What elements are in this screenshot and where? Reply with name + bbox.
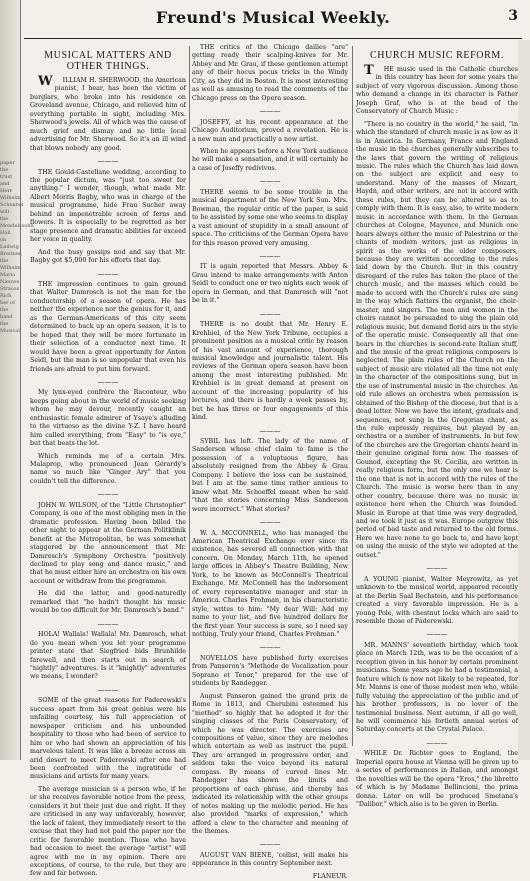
- right-page-edge: [518, 40, 530, 760]
- paragraph: THE music used in the Catholic churches in this country has been for some years the subject of very vigorous discussion. Among those who demand a change in its character is Father Joseph Graf, who is at the head of the Conservatory of Church Music :: [356, 63, 518, 116]
- paragraph: HOLA! Wallala! Wallala! Mr. Damrosch, what do you mean when you let your programme printer state that Siegfried bids Brunhilde farewell, and then starts out in search of "nightly" adventures. Is it "knightly" adventures we means, I wonder?: [30, 631, 186, 681]
- paragraph: JOSEFFY, at his recent appearance at the Chicago Auditorium, proved a revelation. He is a new man and practically a new artist.: [192, 118, 348, 143]
- paragraph: THE critics of the Chicago dailies "are" getting ready their scalping-knives for Mr. Abbey and Mr. Grau, if these gentlemen attempt any of their hocus pocus tricks in the Windy City, as they did in Boston. It is most interesting as well as amusing to read the comments of the Chicago press on the Opera season.: [192, 44, 348, 102]
- column-rule: [189, 46, 190, 746]
- paragraph: THERE is no doubt that Mr. Henry E. Krehbiel, of the New York Tribune, occupies a prominent position as a musical critic by reason of his vast amount of experience, thorough musical knowledge and journalistic talent. His reviews of the German opera season have been among the most interesting published. Mr. Krehbiel is in great demand at present on account of the increasing popularity of his lectures, and there is hardly a week passes by, but he has three or four engagements of this kind.: [192, 321, 348, 422]
- paragraph: A YOUNG pianist, Walter Meyrowitz, as yet unknown to the musical world, appeared recently at the Berlin Saal Bechstein, and his performance created a very favorable impression. He is a young Pole, with chestnut locks which are said to resemble those of Paderewski.: [356, 575, 518, 625]
- paragraph: WILLIAM H. SHERWOOD, the American pianist, I hear, has been the victim of burglars, who broke into his residence on Groveland avenue, Chicago, and relieved him of everything portable in sight, including Mrs. Sherwood's jewels. All of which was the cause of much grief and dismay and no little local advertising for Mr. Sherwood. So it's an ill wind that blows nobody any good.: [30, 74, 186, 152]
- left-page-edge: [0, 0, 34, 760]
- publication-title: Freund's Musical Weekly.: [155, 8, 391, 27]
- paragraph: THE Gould-Castellane wedding, according to the popular dictum, was "just too sweet for anything." I wonder, though, what made Mr. Albert Morris Bagby, who was in charge of the musical programme, hide Frau Sucher away behind an impenetrable screen of ferns and flowers. It is especially to be regretted as her stage presence and dramatic abilities far exceed her voice in quality.: [30, 168, 186, 244]
- paragraph: SYBIL has left. The lady of the name of Sanderson whose chief claim to fame is the possession of a voluptuous figure, has absolutely resigned from the Abbey & Grau Company. I believe the loss can be sustained, but I am at the same time rather anxious to know what Mr. Schoeffel meant when he said "that the stories concerning Miss Sanderson were incorrect." What stories?: [192, 438, 348, 513]
- separator: ———: [259, 840, 281, 849]
- masthead: [24, 4, 522, 39]
- separator: ———: [97, 619, 119, 628]
- paragraph: THERE seems to be some trouble in the musical department of the New York Sun. Mrs. Bowman, the regular critic of the paper, is said to be assisted by some one who seems to display a vast amount of stupidity in a small amount of space. The criticisms of the German Opera have for this reason proved very amusing.: [192, 188, 348, 247]
- column-heading: CHURCH MUSIC REFORM.: [370, 50, 504, 61]
- paragraph: "There is no country in the world," he said, "in which the standard of church music is as low as it is in America. In Germany, France and England the music in the churches generally subscribes to the laws that govern the writing of religious music. The rules which the Church has laid down on the subject are explicit and easy to understand. Many of the masses of Mozart, Haydn, and other writers, are not in accord with these rules, but they can be altered so as to comply with them. It is easy, also, to write modern music in accordance with them. In the German churches at Cologne, Mayence, and Munich one hears always either the music of Palestrina or the chants of modern writers, just as religious in spirit as the works of the older composers, because they are written according to the rules laid down by the Church. But in this country disregard of the rules has taken the place of the church music, and the masses which could be made to accord with the Church's rules are sung in the way which flatters the organist, the choir-master, and singers. The men and women in the choirs cannot be persuaded to sing the plain old religious music, but demand florid airs in the style of the operatic music. Consequently all that one hears in the churches is second-rate Italian stuff, and the music of the great religious composers is neglected. The plain rules of the Church on the subject of music are violated all the time not only in the character of the compositions sung, but in the use of instrumental music in the churches. An old rule allows an orchestra when permission is obtained of the Bishop of the diocese, but that is a dead letter. Now we have the intent, graduals and sequences, not sung in the Gregorian chant, as the rule expressly requires, but played by an orchestra or a number of instruments. In but few of the churches are the Gregorian chants heard in their genuine original form now. The masses of Gounod, excepting the St. Cecilia, are written in really religious form, but the only one we hear is the one that is not in accord with the rules of the Church. The music is worse here than in any other country, because there was no music in existence here when the Church was founded. Music in Europe at that time was very degraded, and we took it just as it was. Europe outgrew this period of bad taste and returned to the old forms. Here we have none to go back to, and have kept on using the music of the style we adopted at the outset.": [356, 120, 518, 559]
- paragraph: MR. MANNS' seventieth birthday, which took place on March 12th, was to be the occasion of a reception given in his honor by certain prominent musicians. Some years ago he had a testimonial, a feature which is now not likely to be repeated, for Mr. Manns is one of those modest men who, while fully valuing the appreciation of the public and of his brother professors, is no lover of the testimonial business. Next autumn, if all go well, he will commence his fortieth annual series of Saturday concerts at the Crystal Palace.: [356, 641, 518, 734]
- paragraph: And the busy gossips nod and say that Mr. Bagby got $5,000 for his efforts that day.: [30, 248, 186, 265]
- paragraph: IT is again reported that Messrs. Abbey & Grau intend to make arrangements with Anton Seidl to conduct one or two nights each week of opera in German, and that Damrosch will "not be in it.": [192, 263, 348, 305]
- separator: ———: [259, 518, 281, 527]
- paragraph: He did the latter, and good-naturedly remarked that "he hadn't thought his music would be too difficult for Mr. Damrosch's band.": [30, 590, 186, 615]
- separator: ———: [97, 157, 119, 166]
- separator: ———: [426, 564, 448, 573]
- column-2: [192, 44, 348, 880]
- separator: ———: [259, 426, 281, 435]
- signature: FLANEUR.: [312, 872, 348, 880]
- separator: ———: [426, 738, 448, 747]
- separator: ———: [259, 643, 281, 652]
- column-rule: [352, 46, 353, 746]
- separator: ———: [97, 490, 119, 499]
- column-heading: MUSICAL MATTERS AND OTHER THINGS.: [44, 50, 172, 72]
- column-3: [356, 44, 518, 809]
- paragraph: The average musician is a person who, if he or she receives favorable notice from the press, considers it but their just due and right. If they are criticised in any way unfavorably, however, the lack of talent, they immediately resort to the excuse that they had not paid the paper nor the critic for favorable mention. Those who have had occasion to meet the average "artist" will agree with me in my opinion. There are exceptions, of course, to the rule, but they are few and far between.: [30, 785, 186, 878]
- separator: ———: [97, 685, 119, 694]
- paragraph: W. A. MCCONNELL, who has managed the American Theatrical Exchange ever since its existence, has severed all connection with that concern. On Monday, March 11th, he opened large offices in Abbey's Theatre Building, New York, to be known as McConnell's Theatrical Exchange. Mr. McConnell has the indorsement of every representative manager and star in America. Charles Frohman, in his characteristic style, writes to him: "My dear Will: Add my name to your list, and five hundred dollars for the first year. Your success is sure, so I need say nothing. Truly your friend, Charles Frohman.": [192, 529, 348, 638]
- paragraph: WHILE Dr. Richter goes to England, the Imperial opera house at Vienna will be given up to a series of performances in Italian, and amongst the novelties will be the opera "Eros," the libretto of which is by Madame Bellincioni, the prima donna. Later on will be produced Smetana's "Dalibor," which also is to be given in Berlin.: [356, 750, 518, 809]
- page-number: 3: [508, 8, 518, 24]
- separator: ———: [426, 630, 448, 639]
- separator: ———: [97, 269, 119, 278]
- edge-text: paper the trust and Herr Wilhelm Schnabel will the Mendelssohn Hall on Ludwig Breitner, the Wilhelm Maria Nieuwe Strauss Rich her of the band the Musical: [0, 160, 34, 334]
- paragraph: August Panseron gained the grand prix de Rome in 1813, and Cherubini esteemed his "method" so highly that he adopted it for the singing classes of the Paris Conservatory, of which he was director. The exercises are compositions of value, since they are melodies which entertain as well as instruct the pupil. They are arranged in progressive order, and seldom take the voice beyond its natural compass. By means of curved lines Mr. Randegger has shown the limits and proportions of each phrase, and thereby has indicated its relationship with the other groups of notes making up the melodic period. He has also provided "marks of expression," which afford a clew to the character and meaning of the themes.: [192, 692, 348, 835]
- paragraph: When he appears before a New York audience he will make a sensation, and it will certainly be a case of Joseffy redivivus.: [192, 147, 348, 172]
- column-1: [30, 44, 186, 878]
- paragraph: Which reminds me of a certain Mrs. Malaprop, who pronounced Jean Gérardy's name so much like "Ginger Ary" that you couldn't tell the difference.: [30, 452, 186, 485]
- separator: ———: [259, 107, 281, 116]
- paragraph: SOME of the great reasons for Paderewski's success apart from his great genius were his unfailing courtesy, his full appreciation of newspaper criticism and his unbounded hospitality to those who had been of service to him or who had shown an appreciation of his marvelous talent. It was like a breeze across an arid desert to meet Paderewski after one had been confronted with the ingratitude of musicians and artists for many years.: [30, 697, 186, 781]
- separator: ———: [259, 309, 281, 318]
- paragraph: THE impression continues to gain ground that Walter Damrosch is not the man for the conductorship of a season of opera. He has neither the experience nor the genius for it, and as the German-Americans of this city seem determined to back up an opera season, it is to be hoped that they will be more fortunate in their selection of a conductor next time. It would have been a great opportunity for Anton Seidl, but the man is so unpopular that even his friends are afraid to put him forward.: [30, 280, 186, 373]
- separator: ———: [97, 377, 119, 386]
- paragraph: AUGUST VAN BIENE, 'cellist, will make his appearance in this country September next.: [192, 851, 348, 868]
- paragraph: JOHN W. WILSON, of the "Little Christopher" Company, is one of the most obliging men in the dramatic profession. Having been billed the other night to appear at the German Politklinik benefit at the Metropolitan, he was somewhat staggered by the announcement that Mr. Damrosch's Symphony Orchestra "positively declined to play song and dance music," and that he must either hire an orchestra on his own account or withdraw from the programme.: [30, 501, 186, 585]
- paragraph: NOVELLOS have published forty exercises from Panseron's "Methode de Vocalization pour Soprano et Tenor," prepared for the use of students by Randegger.: [192, 654, 348, 688]
- separator: ———: [259, 177, 281, 186]
- separator: ———: [259, 251, 281, 260]
- paragraph: My lynx-eyed confrère the Raconteur, who keeps going about in the world of music seeking whom he may devour, recently caught an enthusiastic female admirer of Ysaye's alluding to the virtuoso as the divine Y-Z. I have heard him called everything, from "Easy" to "is eye," but that beats the lot.: [30, 389, 186, 448]
